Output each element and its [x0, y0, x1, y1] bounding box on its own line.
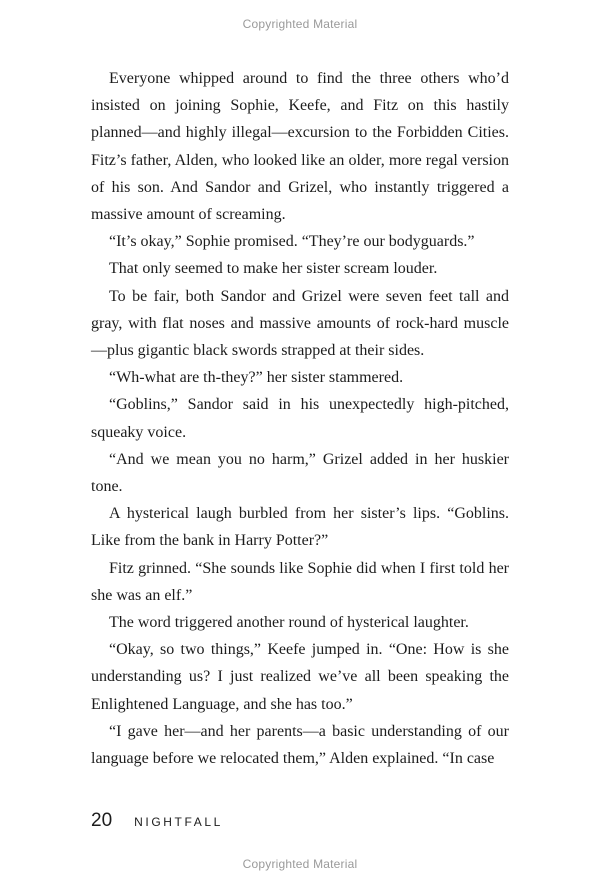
paragraph-2: “It’s okay,” Sophie promised. “They’re our bodyguards.” — [109, 233, 475, 251]
paragraph-11: “Okay, so two things,” Keefe jumped in. “One: How is she understanding us? I just realized we’ve all been speaking the Enlightened Language, and she has too.” — [91, 641, 509, 713]
page-footer — [91, 810, 223, 836]
paragraph-10: The word triggered another round of hysterical laughter. — [109, 614, 469, 632]
copyright-watermark-top: Copyrighted Material — [242, 17, 358, 31]
copyright-watermark-bottom: Copyrighted Material — [242, 857, 358, 871]
paragraph-4: To be fair, both Sandor and Grizel were seven feet tall and gray, with flat noses and massive amounts of rock-hard muscle—plus gigantic black swords strapped at their sides. — [91, 287, 509, 360]
paragraph-6: “Goblins,” Sandor said in his unexpectedly high-pitched, squeaky voice. — [91, 396, 509, 441]
paragraph-12: “I gave her—and her parents—a basic understanding of our language before we relocated them,” Alden explained. “In case — [91, 722, 509, 768]
running-title: NIGHTFALL — [134, 815, 223, 829]
paragraph-5: “Wh-what are th-they?” her sister stammered. — [109, 369, 404, 387]
paragraph-9: Fitz grinned. “She sounds like Sophie did when I first told her she was an elf.” — [91, 559, 509, 604]
paragraph-3: That only seemed to make her sister scream louder. — [109, 260, 438, 278]
paragraph-1: Everyone whipped around to find the three others who’d insisted on joining Sophie, Keefe, and Fitz on this hastily planned—and highly illegal—excursion to the Forbidden Cities. Fitz’s father, Alden, who looked like an older, more regal version of his son. And Sandor and Grizel, who instantly triggered a massive amount of screaming. — [91, 70, 509, 224]
book-page-text — [91, 65, 509, 772]
page-number: 20 — [91, 810, 113, 831]
paragraph-8: A hysterical laugh burbled from her sister’s lips. “Goblins. Like from the bank in Harry Potter?” — [91, 505, 509, 550]
paragraph-7: “And we mean you no harm,” Grizel added in her huskier tone. — [91, 450, 509, 496]
